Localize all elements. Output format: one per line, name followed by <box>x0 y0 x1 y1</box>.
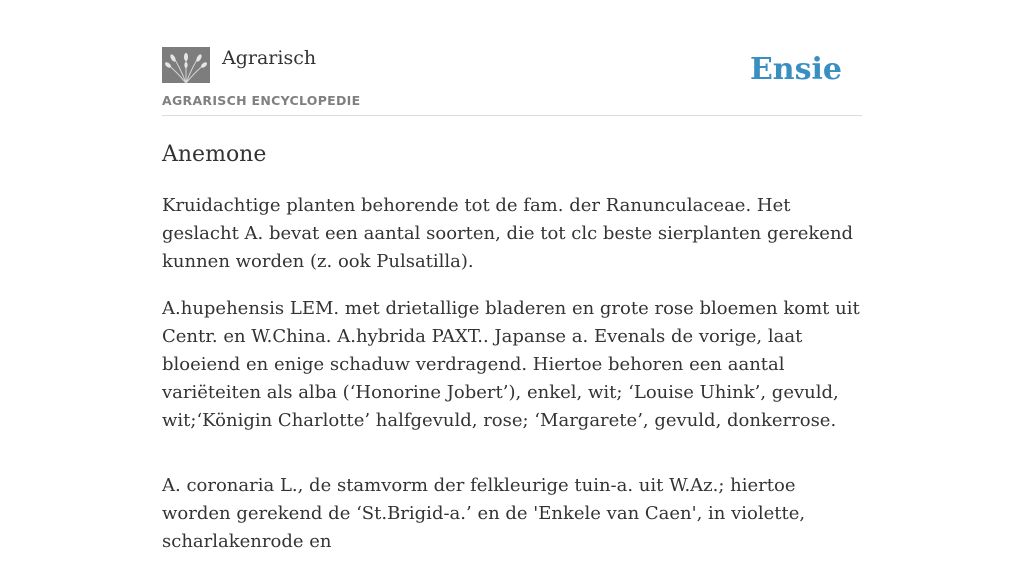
ensie-logo-link[interactable]: Ensie <box>749 52 842 87</box>
article-paragraph: A. coronaria L., de stamvorm der felkleurige tuin-a. uit W.Az.; hiertoe worden gerekend de ‘St.Brigid-a.’ en de 'Enkele van Caen', in violette, scharlakenrode en <box>162 475 806 552</box>
source-subtitle: AGRARISCH ENCYCLOPEDIE <box>162 93 361 108</box>
article-paragraph: Kruidachtige planten behorende tot de fam. der Ranunculaceae. Het geslacht A. bevat een aantal soorten, die tot clc beste sierplanten gerekend kunnen worden (z. ook Pulsatilla). <box>162 195 854 272</box>
wheat-icon[interactable] <box>162 47 210 83</box>
header <box>162 46 862 116</box>
article-title: Anemone <box>162 142 267 167</box>
header-divider <box>162 115 862 116</box>
article-paragraph: A.hupehensis LEM. met drietallige bladeren en grote rose bloemen komt uit Centr. en W.China. A.hybrida PAXT.. Japanse a. Evenals de vorige, laat bloeiend en enige schaduw verdragend. Hiertoe behoren een aantal variëteiten als alba (‘Honorine Jobert’), enkel, wit; ‘Louise Uhink’, gevuld, wit;‘Königin Charlotte’ halfgevuld, rose; ‘Margarete’, gevuld, donkerrose. <box>162 298 860 431</box>
source-name[interactable]: Agrarisch <box>222 47 317 69</box>
article-body <box>162 192 862 575</box>
